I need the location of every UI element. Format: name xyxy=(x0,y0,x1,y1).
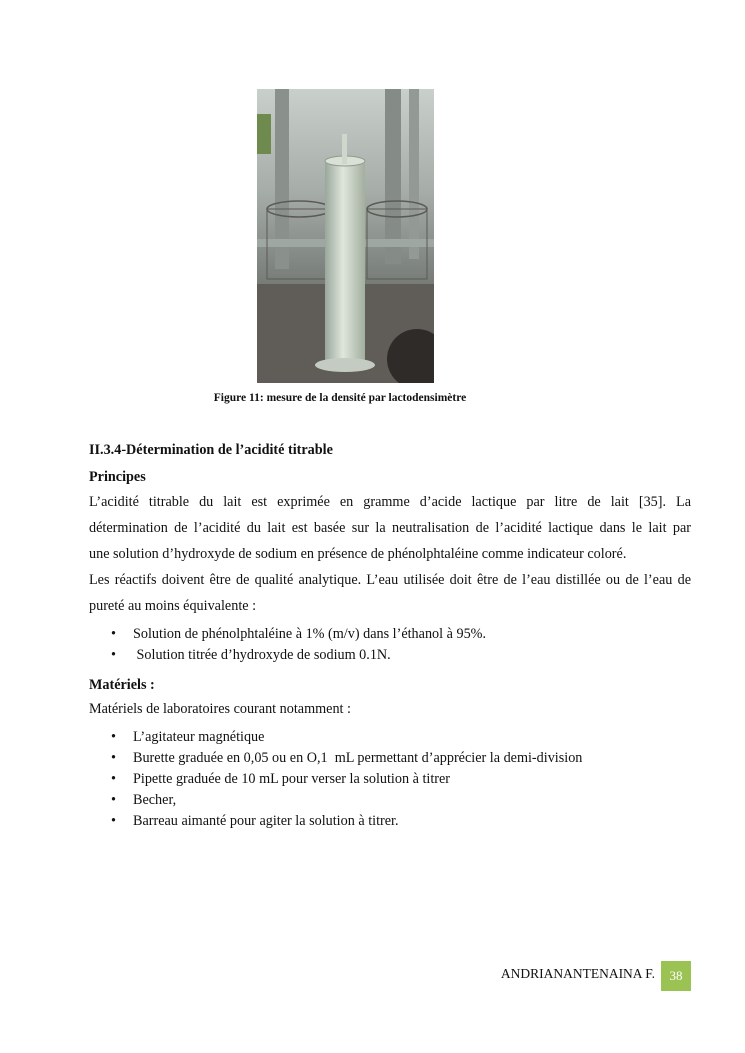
materiels-intro: Matériels de laboratoires courant notamment : xyxy=(89,701,351,717)
list-item: • L’agitateur magnétique xyxy=(89,727,691,748)
principes-heading: Principes xyxy=(89,469,146,485)
lactodensimeter-photo xyxy=(257,89,434,383)
principes-paragraph-line-1: L’acidité titrable du lait est exprimée en gramme d’acide lactique par litre de lait [35]. La xyxy=(89,494,691,510)
page-number-badge: 38 xyxy=(661,961,691,991)
list-item: • Solution titrée d’hydroxyde de sodium 0.1N. xyxy=(89,645,691,666)
section-heading: II.3.4-Détermination de l’acidité titrable xyxy=(89,442,333,458)
bullet-icon: • xyxy=(111,792,116,808)
list-item: • Solution de phénolphtaléine à 1% (m/v) dans l’éthanol à 95%. xyxy=(89,624,691,645)
bullet-icon: • xyxy=(111,647,116,663)
list-item: • Pipette graduée de 10 mL pour verser la solution à titrer xyxy=(89,769,691,790)
materiels-heading: Matériels : xyxy=(89,677,155,693)
reagents-list xyxy=(89,624,691,666)
bullet-icon: • xyxy=(111,729,116,745)
principes-paragraph-line-2: détermination de l’acidité du lait est basée sur la neutralisation de l’acidité lactique dans le lait par xyxy=(89,520,691,536)
bullet-icon: • xyxy=(111,626,116,642)
list-item: • Barreau aimanté pour agiter la solution à titrer. xyxy=(89,811,691,832)
reagents-paragraph-line-1: Les réactifs doivent être de qualité analytique. L’eau utilisée doit être de l’eau distillée ou de l’eau de xyxy=(89,572,691,588)
list-item: • Burette graduée en 0,05 ou en O,1 mL permettant d’apprécier la demi-division xyxy=(89,748,691,769)
figure-caption: Figure 11: mesure de la densité par lactodensimètre xyxy=(213,392,467,404)
bullet-icon: • xyxy=(111,771,116,787)
list-item: • Becher, xyxy=(89,790,691,811)
principes-paragraph-line-3: une solution d’hydroxyde de sodium en présence de phénolphtaléine comme indicateur coloré. xyxy=(89,546,627,562)
photo-illustration xyxy=(257,89,434,383)
footer-author: ANDRIANANTENAINA F. xyxy=(500,966,655,981)
bullet-icon: • xyxy=(111,813,116,829)
reagents-paragraph-line-2: pureté au moins équivalente : xyxy=(89,598,257,614)
bullet-icon: • xyxy=(111,750,116,766)
materiels-list xyxy=(89,727,691,832)
